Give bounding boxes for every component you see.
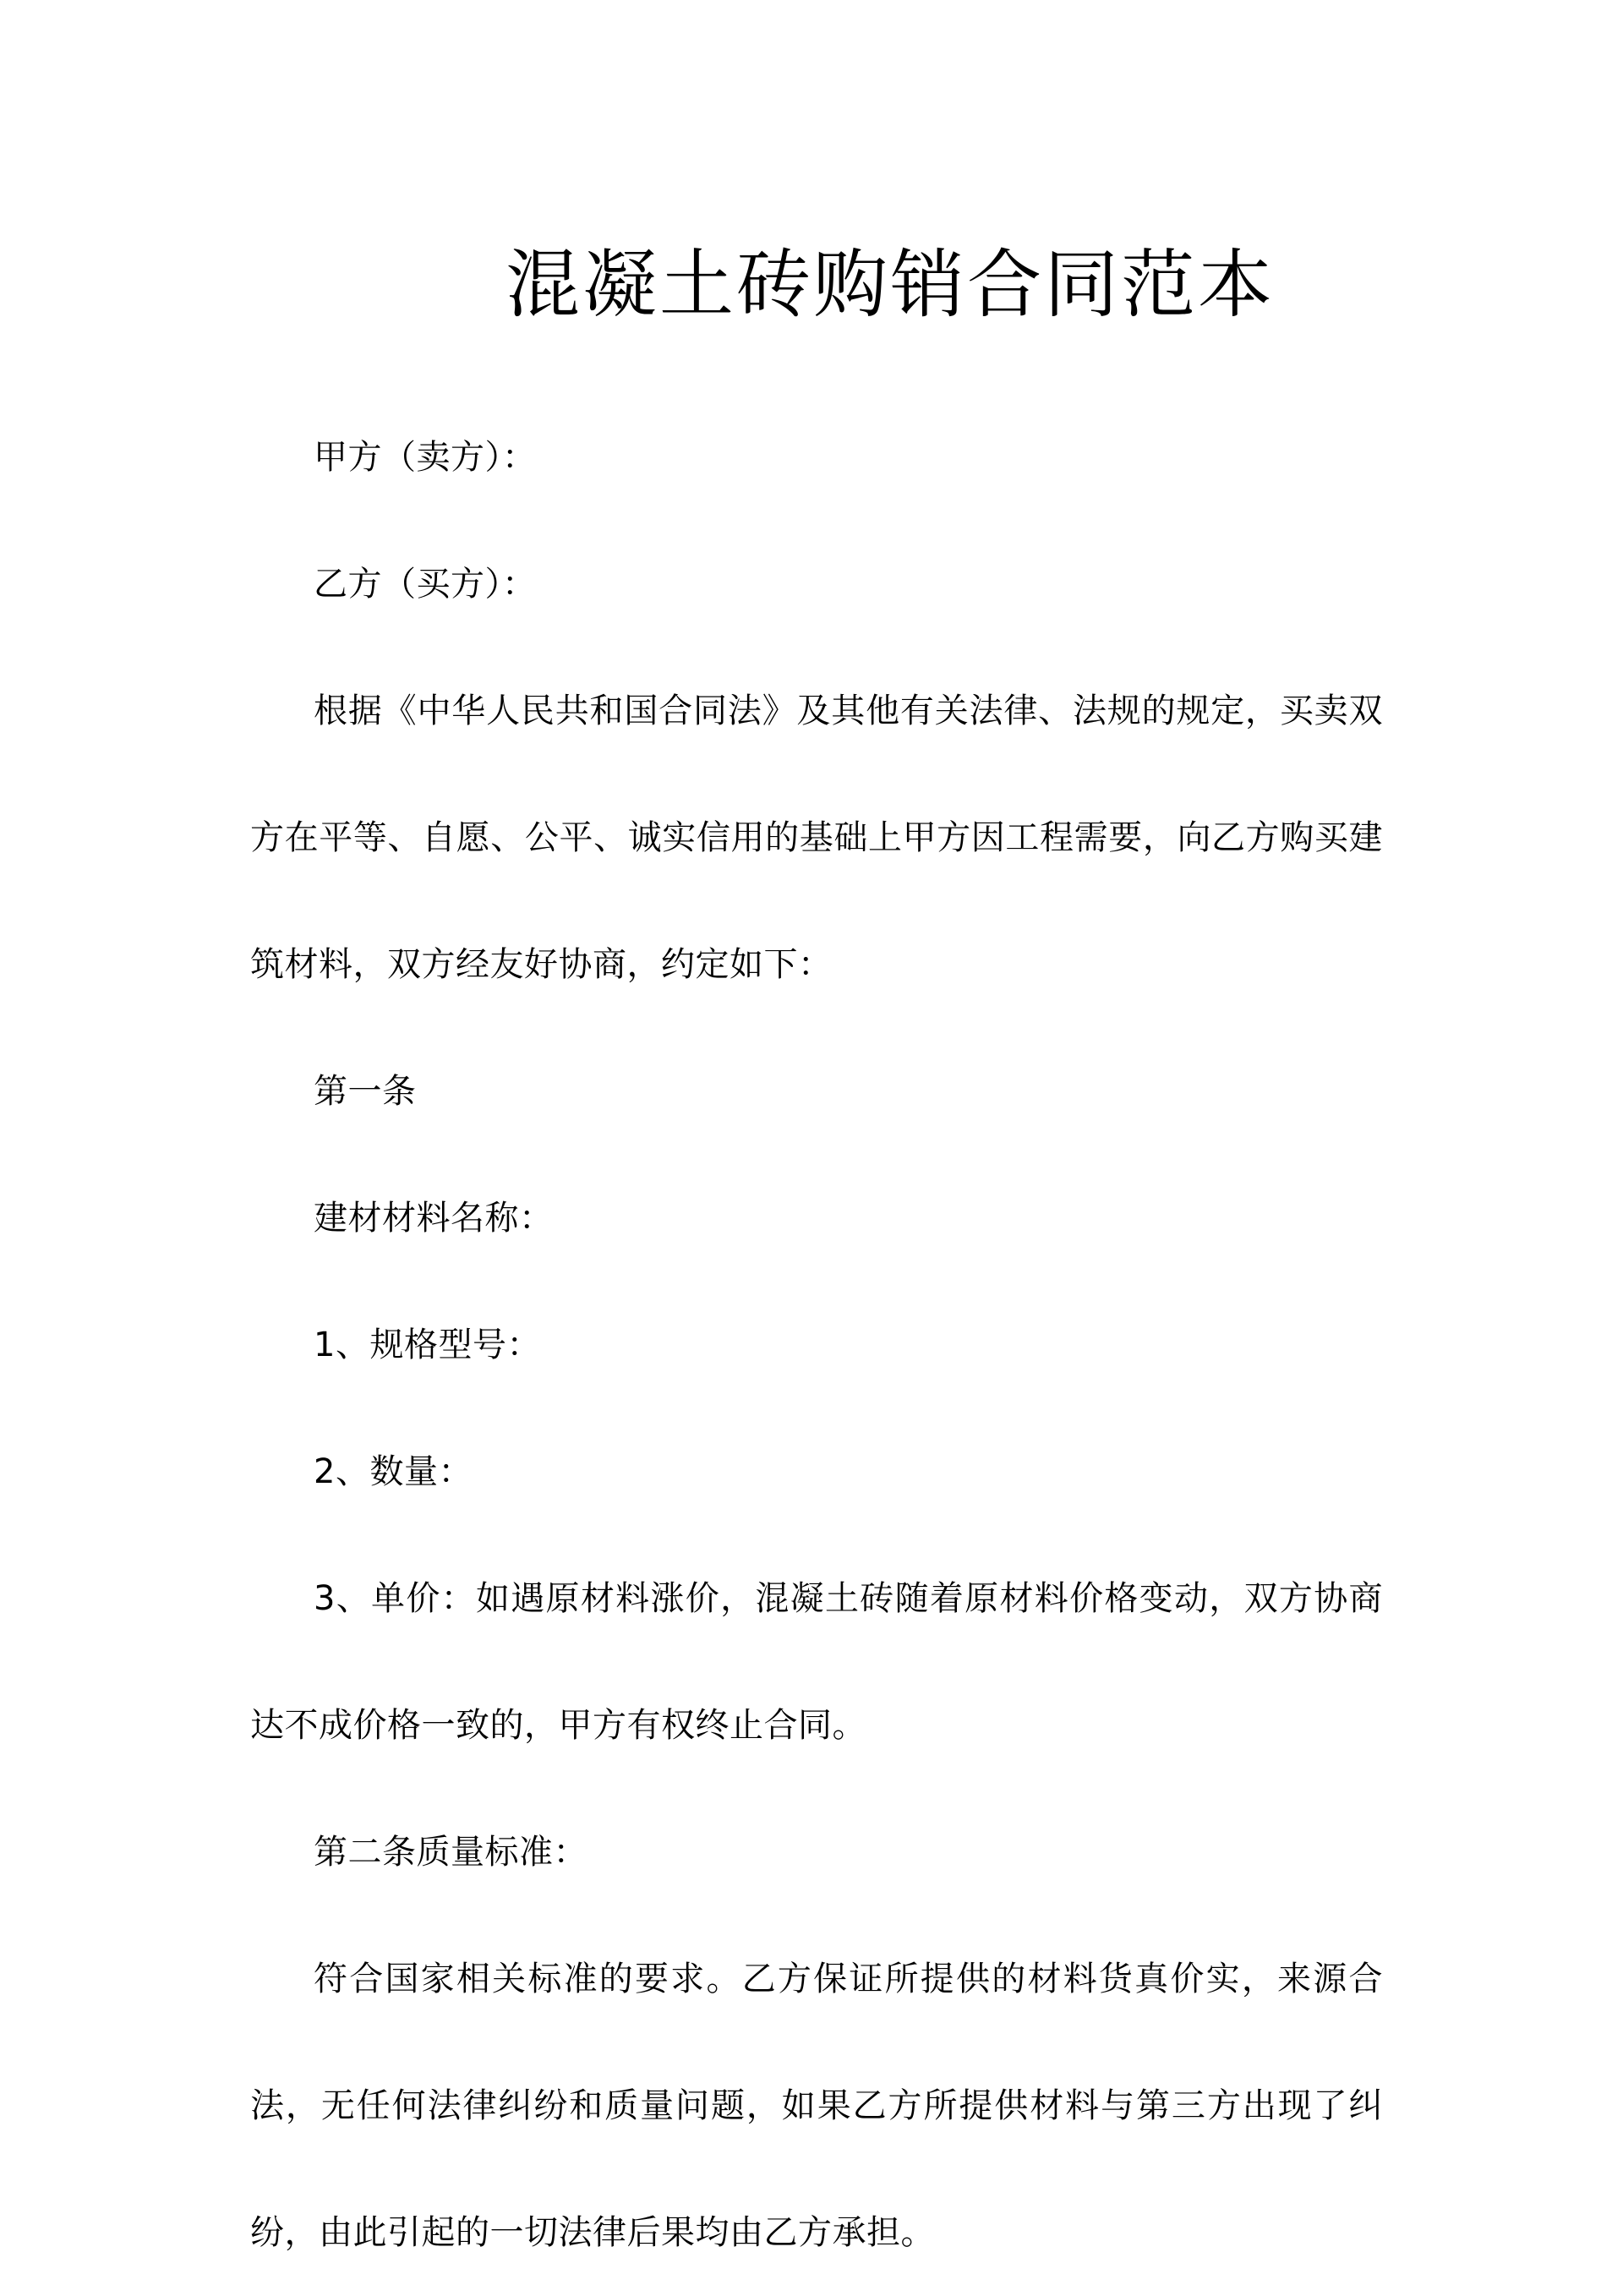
spec-model-line: 1、规格型号： <box>314 1326 541 1364</box>
material-name-line: 建材材料名称： <box>314 1199 554 1238</box>
party-a-line: 甲方（卖方）： <box>314 438 537 477</box>
quality-standard-paragraph: 符合国家相关标准的要求。乙方保证所提供的材料货真价实，来源合法，无任何法律纠纷和质量问题，如果乙方所提供材料与第三方出现了纠纷，由此引起的一切法律后果均由乙方承担。 <box>250 1960 1383 2252</box>
quantity-line: 2、数量： <box>314 1452 473 1491</box>
unit-price-paragraph: 3、单价：如遇原材料涨价，混凝土砖随着原材料价格变动，双方协商达不成价格一致的，甲方有权终止合同。 <box>250 1579 1383 1745</box>
preamble-paragraph: 根据《中华人民共和国合同法》及其他有关法律、法规的规定，买卖双方在平等、自愿、公平、诚实信用的基础上甲方因工程需要，向乙方购买建筑材料，双方经友好协商，约定如下： <box>250 692 1383 984</box>
article-one-heading: 第一条 <box>314 1072 417 1111</box>
party-b-line: 乙方（买方）： <box>314 565 537 604</box>
document-title: 混凝土砖购销合同范本 <box>505 241 1275 328</box>
article-two-heading: 第二条质量标准： <box>314 1833 587 1872</box>
contract-body <box>250 394 1383 2296</box>
